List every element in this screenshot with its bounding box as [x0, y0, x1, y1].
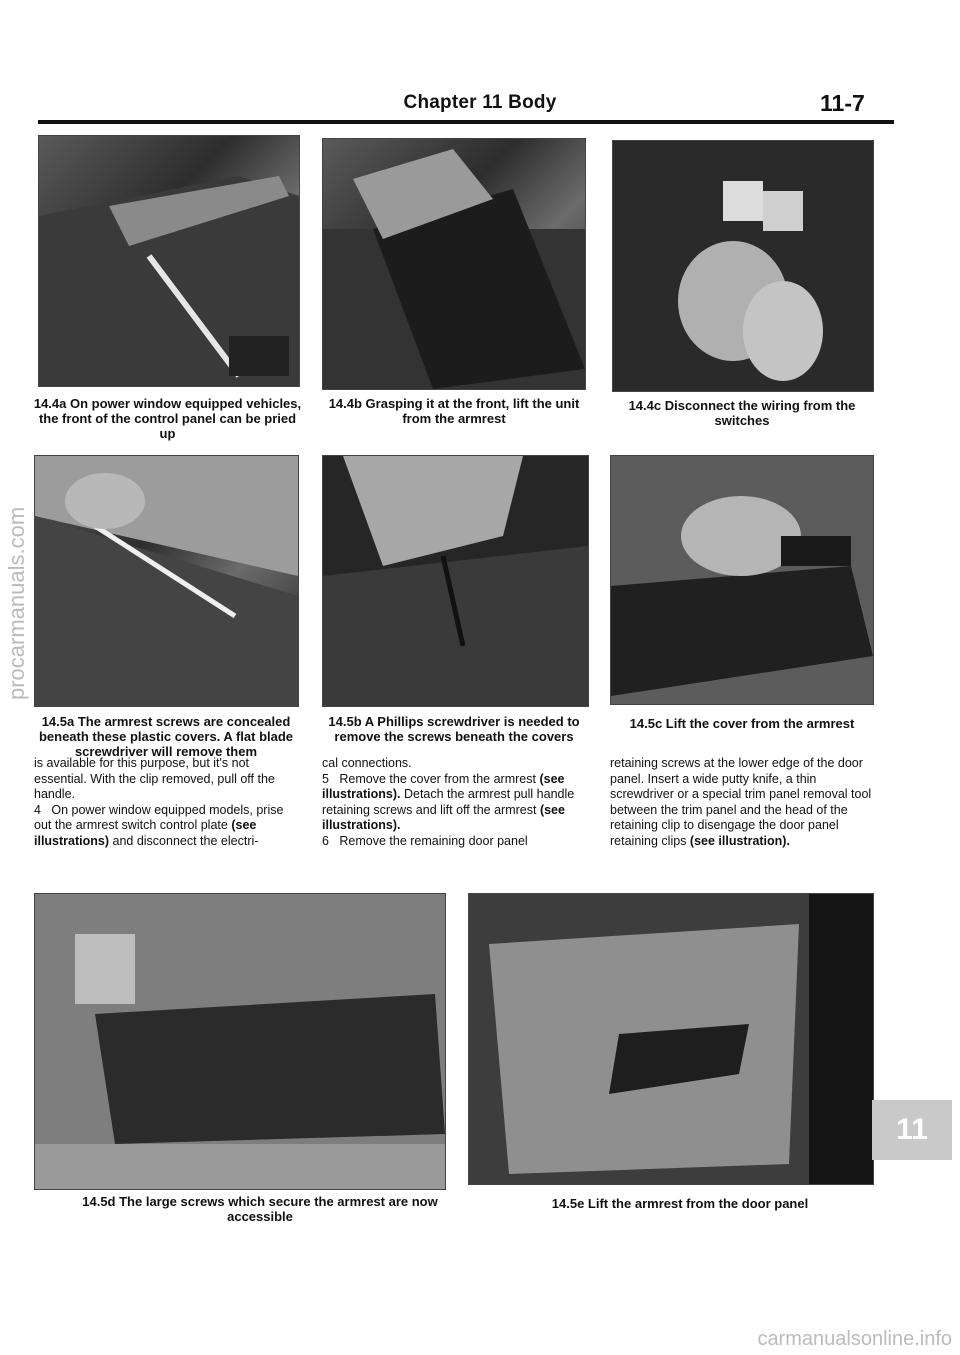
step-number: 5 — [322, 771, 329, 786]
paragraph: is available for this purpose, but it's not essential. With the clip removed, pull off the handle. — [34, 756, 275, 801]
watermark-side: procarmanuals.com — [4, 506, 29, 700]
photo-14-4c — [612, 140, 874, 392]
photo-14-5e — [468, 893, 874, 1185]
illustration-ref: (see illustrations). — [322, 771, 565, 801]
body-column-3 — [610, 756, 876, 849]
caption-14-5d: 14.5d The large screws which secure the armrest are now accessible — [82, 1194, 438, 1224]
photo-14-5d — [34, 893, 446, 1190]
step-number: 6 — [322, 833, 329, 848]
photo-14-4a — [38, 135, 300, 387]
paragraph: cal connections. — [322, 756, 412, 770]
photo-14-4c-illustration — [613, 141, 873, 391]
body-column-1 — [34, 756, 296, 849]
caption-14-4c: 14.4c Disconnect the wiring from the switches — [628, 398, 856, 428]
illustration-ref: (see illustrations) — [34, 818, 257, 848]
caption-14-5b: 14.5b A Phillips screwdriver is needed to remove the screws beneath the covers — [328, 714, 580, 744]
caption-14-5c: 14.5c Lift the cover from the armrest — [629, 716, 855, 731]
photo-14-5b — [322, 455, 589, 707]
photo-14-5b-illustration — [323, 456, 588, 706]
illustration-ref: (see illustrations). — [322, 802, 565, 832]
step-number: 4 — [34, 802, 41, 817]
section-tab: 11 — [872, 1100, 952, 1160]
paragraph-step-6: 6 Remove the remaining door panel — [322, 833, 528, 848]
illustration-ref: (see illustration). — [689, 833, 790, 848]
paragraph: retaining screws at the lower edge of the door panel. Insert a wide putty knife, a thin screwdriver or a special trim panel removal tool between the trim panel and the head of the retaining clip to disengage the door panel retaining clips (see illustration). — [610, 756, 872, 848]
paragraph-step-4: 4 On power window equipped models, prise out the armrest switch control plate (see illustrations) and disconnect the electri- — [34, 802, 284, 848]
watermark-bottom: carmanualsonline.info — [757, 1328, 952, 1350]
photo-14-5d-illustration — [35, 894, 445, 1189]
photo-14-4b-illustration — [323, 139, 585, 389]
paragraph-step-5: 5 Remove the cover from the armrest (see illustrations). Detach the armrest pull handle retaining screws and lift off the armrest (see illustrations). — [322, 771, 575, 832]
page-number: 11-7 — [820, 90, 865, 116]
photo-14-5a-illustration — [35, 456, 298, 706]
caption-14-5e: 14.5e Lift the armrest from the door panel — [551, 1196, 809, 1211]
caption-14-4b: 14.4b Grasping it at the front, lift the unit from the armrest — [328, 396, 580, 426]
photo-14-5c-illustration — [611, 456, 873, 704]
photo-14-5e-illustration — [469, 894, 873, 1184]
photo-14-5a — [34, 455, 299, 707]
photo-14-5c — [610, 455, 874, 705]
caption-14-4a: 14.4a On power window equipped vehicles, the front of the control panel can be pried up — [33, 396, 302, 441]
photo-14-4a-illustration — [39, 136, 299, 386]
caption-14-5a: 14.5a The armrest screws are concealed beneath these plastic covers. A flat blade screwdriver will remove them — [38, 714, 294, 759]
chapter-title: Chapter 11 Body — [403, 92, 557, 113]
photo-14-4b — [322, 138, 586, 390]
header-rule — [38, 120, 894, 124]
body-column-2 — [322, 756, 584, 849]
